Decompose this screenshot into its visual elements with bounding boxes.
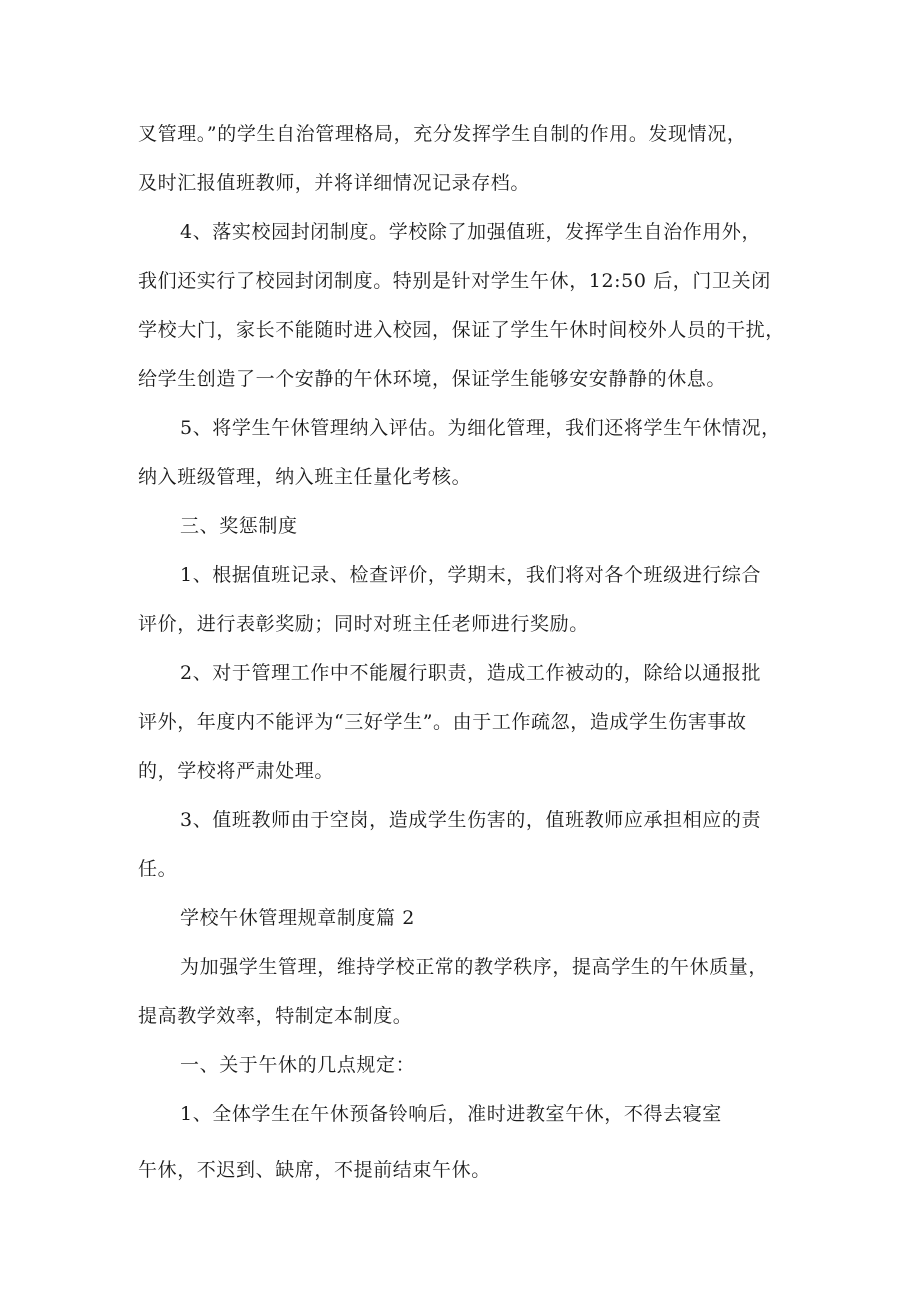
intro-paragraph: 为加强学生管理，维持学校正常的教学秩序，提高学生的午休质量， [180,956,769,978]
section-heading-rules: 一、关于午休的几点规定： [180,1054,416,1076]
text-line: 及时汇报值班教师，并将详细情况记录存档。 [138,172,531,194]
text-line: 评价，进行表彰奖励；同时对班主任老师进行奖励。 [138,613,589,635]
text-line: 给学生创造了一个安静的午休环境，保证学生能够安安静静的休息。 [138,368,727,390]
text-line: 我们还实行了校园封闭制度。特别是针对学生午休，12:50 后，门卫关闭 [138,270,771,292]
text-line: 任。 [138,858,178,880]
paragraph-item-3: 3、值班教师由于空岗，造成学生伤害的，值班教师应承担相应的责 [180,809,762,831]
section-heading-rewards: 三、奖惩制度 [180,515,298,537]
paragraph-item-4: 4、落实校园封闭制度。学校除了加强值班，发挥学生自治作用外， [180,221,762,243]
text-line: 提高教学效率，特制定本制度。 [138,1005,413,1027]
paragraph-item-5: 5、将学生午休管理纳入评估。为细化管理，我们还将学生午休情况， [180,417,781,439]
text-line: 的，学校将严肃处理。 [138,760,335,782]
text-line: 叉管理。”的学生自治管理格局，充分发挥学生自制的作用。发现情况， [138,123,747,145]
article-title-part-2: 学校午休管理规章制度篇 2 [180,907,415,929]
paragraph-item-1: 1、根据值班记录、检查评价，学期末，我们将对各个班级进行综合 [180,564,762,586]
text-line: 评外，年度内不能评为“三好学生”。由于工作疏忽，造成学生伤害事故 [138,711,747,733]
paragraph-rule-1: 1、全体学生在午休预备铃响后，准时进教室午休，不得去寝室 [180,1103,722,1125]
text-line: 学校大门，家长不能随时进入校园，保证了学生午休时间校外人员的干扰， [138,319,785,341]
paragraph-item-2: 2、对于管理工作中不能履行职责，造成工作被动的，除给以通报批 [180,662,762,684]
text-line: 午休，不迟到、缺席，不提前结束午休。 [138,1159,491,1181]
text-line: 纳入班级管理，纳入班主任量化考核。 [138,466,472,488]
